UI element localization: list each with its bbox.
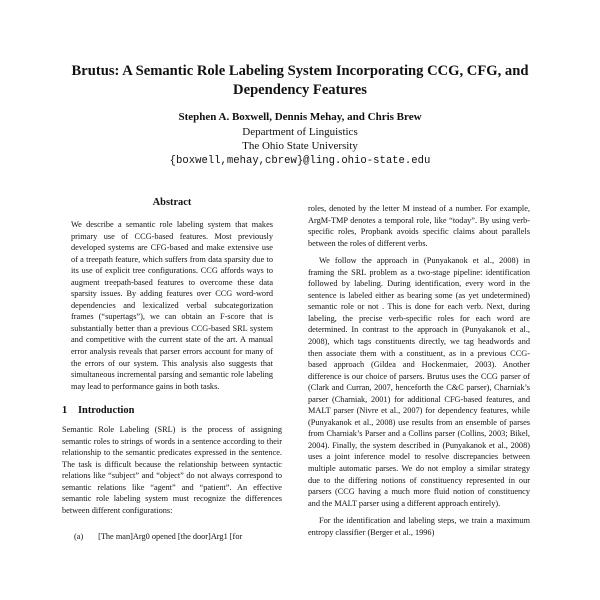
author-block [60,110,540,168]
university: The Ohio State University [242,140,358,152]
section-number: 1 [62,405,68,417]
example-sentence [62,531,282,543]
paper-title: Brutus: A Semantic Role Labeling System Incorporating CCG, CFG, and Dependency Features [71,63,529,98]
example-label: (a) [74,531,84,541]
intro-paragraph: Semantic Role Labeling (SRL) is the process of assigning semantic roles to strings of words in a sentence according to their relationship to the semantic predicates expressed in the sentence. The task is difficult because the relationship between syntactic relations like “subject” and “object” do not always correspond to semantic relations like “agent” and “patient”. An effective semantic role labeling system must recognize the differences between different configurations: [62,425,282,516]
paragraph-classifier: For the identification and labeling steps, we train a maximum entropy classifier (Berger et al., 1996) [308,516,530,537]
author-names: Stephen A. Boxwell, Dennis Mehay, and Chris Brew [178,111,422,123]
section-title: Introduction [78,405,135,417]
right-column [308,203,530,538]
example-text: [The man]Arg0 opened [the door]Arg1 [for [98,531,243,541]
left-column [62,196,282,542]
paragraph-approach: We follow the approach in (Punyakanok et al., 2008) in framing the SRL problem as a two-stage pipeline: identification followed by labeling. During identification, every word in the sentence is labeled either as bearing some (as yet undetermined) semantic role or not . This is done for each verb. Next, during labeling, the precise verb-specific roles for each word are determined. In contrast to the approach in (Punyakanok et al., 2008), which tags constituents directly, we tag headwords and then associate them with a constituent, as in a previous CCG-based approach (Gildea and Hockenmaier, 2003). Another difference is our choice of parsers. Brutus uses the CCG parser of (Clark and Curran, 2007, henceforth the C&C parser), Charniak’s parser (Charniak, 2001) for additional CFG-based features, and MALT parser (Nivre et al., 2007) for dependency features, while (Punyakanok et al., 2008) use results from an ensemble of parses from Charniak’s Parser and a Collins parser (Collins, 2003; Bikel, 2004). Finally, the system described in (Punyakanok et al., 2008) uses a joint inference model to resolve discrepancies between multiple automatic parses. We do not employ a similar strategy due to the differing notions of constituency represented in our parsers (CCG having a much more fluid notion of constituency and the MALT parser using a different approach entirely). [308,256,530,508]
author-email: {boxwell,mehay,cbrew}@ling.ohio-state.edu [169,154,431,167]
abstract-text: We describe a semantic role labeling system that makes primary use of CCG-based features. Most previously developed systems are CFG-based and make extensive use of a treepath feature, which suffers from data sparsity due to its use of explicit tree configurations. CCG affords ways to augment treepath-based features to overcome these data sparsity issues. By adding features over CCG word-word dependencies and lexicalized verbal subcategorization frames (“supertags”), we can obtain an F-score that is substantially better than a previous CCG-based SRL system and competitive with the current state of the art. A manual error analysis reveals that parser errors account for many of the errors of our system. This analysis also suggests that simultaneous incremental parsing and semantic role labeling may lead to performance gains in both tasks. [71,220,273,391]
department: Department of Linguistics [242,125,358,138]
paragraph-propbank-roles: roles, denoted by the letter M instead of a number. For example, ArgM-TMP denotes a temporal role, like “today”. By using verb-specific roles, Propbank avoids specific claims about parallels between the roles of different verbs. [308,204,530,248]
abstract-heading: Abstract [152,197,192,208]
section-heading-introduction [62,404,282,417]
